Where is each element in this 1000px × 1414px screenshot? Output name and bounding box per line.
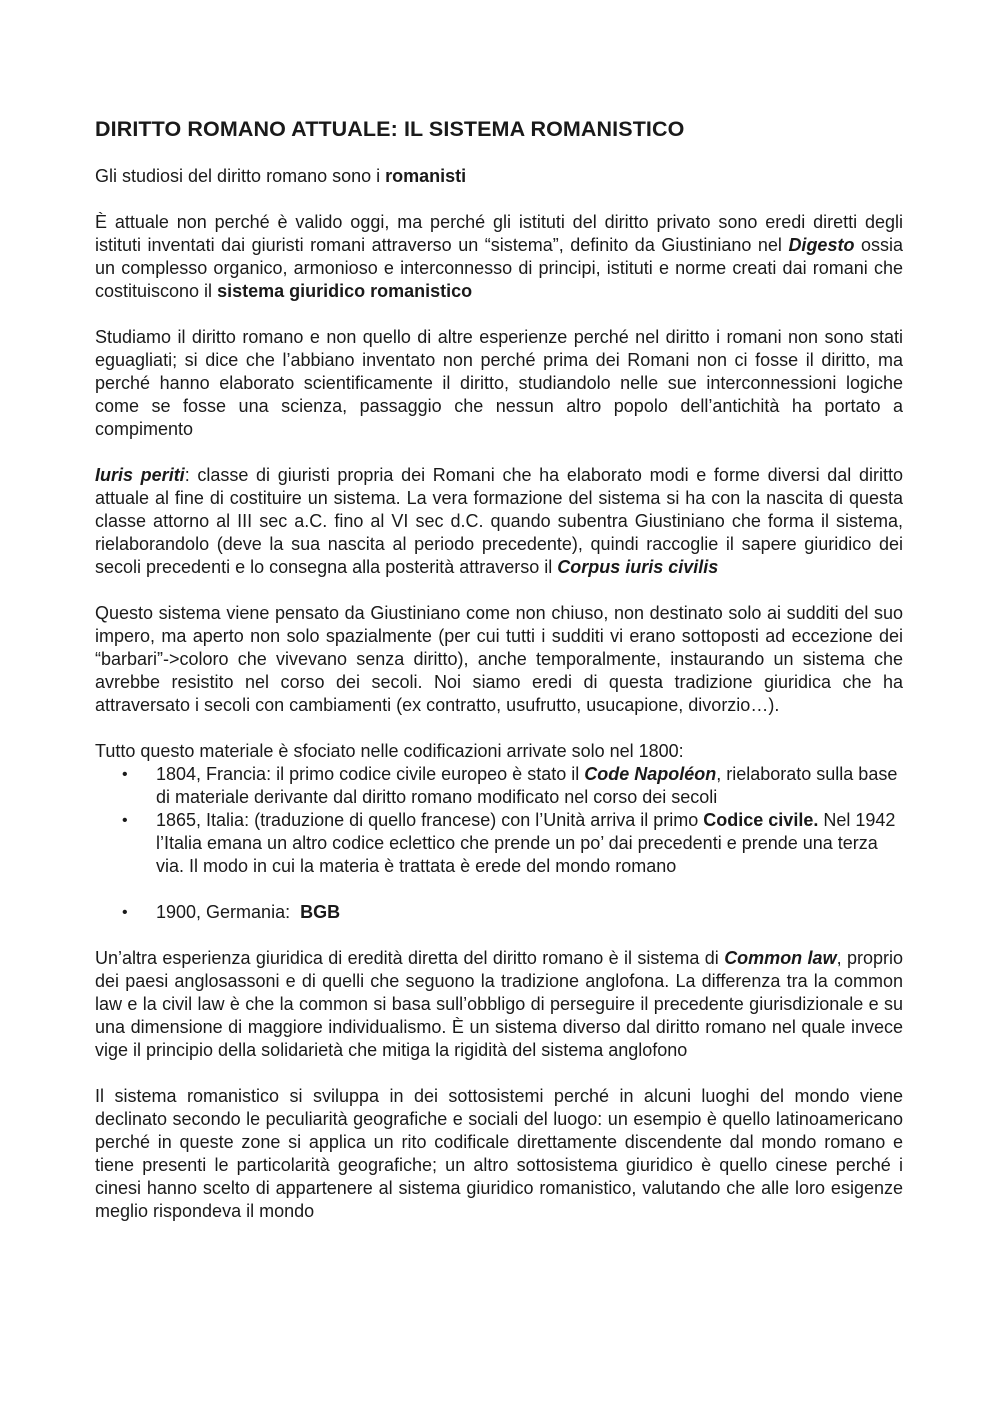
text-run: ossia un complesso organico, armonioso e interconnesso di principi, istituti e norme creati dai romani che costituiscono il — [95, 234, 903, 301]
list-item-germania — [95, 901, 903, 924]
text-run: È attuale non perché è valido oggi, ma perché gli istituti del diritto privato sono eredi diretti degli istituti inventati dai giuristi romani attraverso un “sistema”, definito da Giustiniano nel — [95, 211, 903, 255]
text-run: Un’altra esperienza giuridica di eredità diretta del diritto romano è il sistema di — [95, 947, 725, 968]
term-code-napoleon: Code Napoléon — [584, 763, 717, 784]
term-common-law: Common law — [724, 947, 837, 968]
text-run: 1900, Germania: — [156, 901, 301, 922]
text-run: 1865, Italia: (traduzione di quello francese) con l’Unità arriva il primo — [156, 809, 704, 830]
text-run: Studiamo il diritto romano e non quello di altre esperienze perché nel diritto i romani non sono stati eguagliati; si dice che l’abbiano inventato non perché prima dei Romani non ci fosse il diritto, ma perché hanno elaborato scientificamente il diritto, studiandolo nelle sue interconnessioni logiche come se fosse una scienza, passaggio che nessun altro popolo dell’antichità ha portato a compimento — [95, 326, 903, 439]
term-digesto: Digesto — [788, 234, 855, 255]
term-corpus-iuris: Corpus iuris civilis — [557, 556, 719, 577]
paragraph-sistema-aperto — [95, 602, 903, 717]
text-run: Gli studiosi del diritto romano sono i — [95, 165, 386, 186]
paragraph-romanisti — [95, 165, 903, 188]
paragraph-attuale — [95, 211, 903, 303]
paragraph-sottosistemi — [95, 1085, 903, 1223]
list-item-francia — [95, 763, 903, 809]
text-run: Questo sistema viene pensato da Giustiniano come non chiuso, non destinato solo ai sudditi del suo impero, ma aperto non solo spazialmente (per cui tutti i sudditi vi erano sottoposti ad eccezione dei “barbari”->coloro che vivevano senza diritto), anche temporalmente, instaurando un sistema che avrebbe resistito nel corso dei secoli. Noi siamo eredi di questa tradizione giuridica che ha attraversato i secoli con cambiamenti (ex contratto, usufrutto, usucapione, divorzio…). — [95, 602, 903, 715]
page-title: DIRITTO ROMANO ATTUALE: IL SISTEMA ROMANISTICO — [95, 117, 685, 141]
text-run: , proprio dei paesi anglosassoni e di quelli che seguono la tradizione anglofona. La differenza tra la common law e la civil law è che la common si basa sull’obbligo di perseguire il precedente giurisdizionale e su una dimensione di maggiore individualismo. È un sistema diverso dal diritto romano nel quale invece vige il principio della solidarietà che mitiga la rigidità del sistema anglofono — [95, 947, 903, 1060]
paragraph-studiamo — [95, 326, 903, 441]
term-iuris-periti: Iuris periti — [95, 464, 185, 485]
bold-term-bgb: BGB — [300, 901, 341, 922]
bold-term-codice-civile: Codice civile. — [703, 809, 819, 830]
text-run: : classe di giuristi propria dei Romani che ha elaborato modi e forme diversi dal diritto attuale al fine di costituire un sistema. La vera formazione del sistema si ha con la nascita di questa classe attorno al III sec a.C. fino al VI sec d.C. quando subentra Giustiniano che forma il sistema, rielaborandolo (deve la sua nascita al periodo precedente), quindi raccoglie il sapere giuridico dei secoli precedenti e lo consegna alla posterità attraverso il — [95, 464, 903, 577]
bold-term-sistema: sistema giuridico romanistico — [217, 280, 473, 301]
paragraph-iuris-periti — [95, 464, 903, 579]
paragraph-common-law — [95, 947, 903, 1062]
list-item-italia — [95, 809, 903, 878]
bullet-icon: • — [122, 903, 128, 921]
text-run: Nel 1942 l’Italia emana un altro codice eclettico che prende un po’ dai precedenti e prende una terza via. Il modo in cui la materia è trattata è erede del mondo romano — [156, 809, 896, 876]
document-body — [95, 117, 903, 1246]
paragraph-codificazioni — [95, 740, 903, 763]
text-run: Tutto questo materiale è sfociato nelle codificazioni arrivate solo nel 1800: — [95, 740, 684, 761]
bullet-icon: • — [122, 765, 128, 783]
text-run: , rielaborato sulla base di materiale derivante dal diritto romano modificato nel corso dei secoli — [156, 763, 898, 807]
bold-term-romanisti: romanisti — [385, 165, 467, 186]
bullet-icon: • — [122, 811, 128, 829]
text-run: Il sistema romanistico si sviluppa in dei sottosistemi perché in alcuni luoghi del mondo viene declinato secondo le peculiarità geografiche e sociali del luogo: un esempio è quello latinoamericano perché in queste zone si applica un rito codificale direttamente discendente dal mondo romano e tiene presenti le particolarità geografiche; un altro sottosistema giuridico è quello cinese perché i cinesi hanno scelto di appartenere al sistema giuridico romanistico, valutando che alle loro esigenze meglio rispondeva il mondo — [95, 1085, 903, 1221]
codifications-list — [95, 763, 903, 924]
text-run: 1804, Francia: il primo codice civile europeo è stato il — [156, 763, 585, 784]
